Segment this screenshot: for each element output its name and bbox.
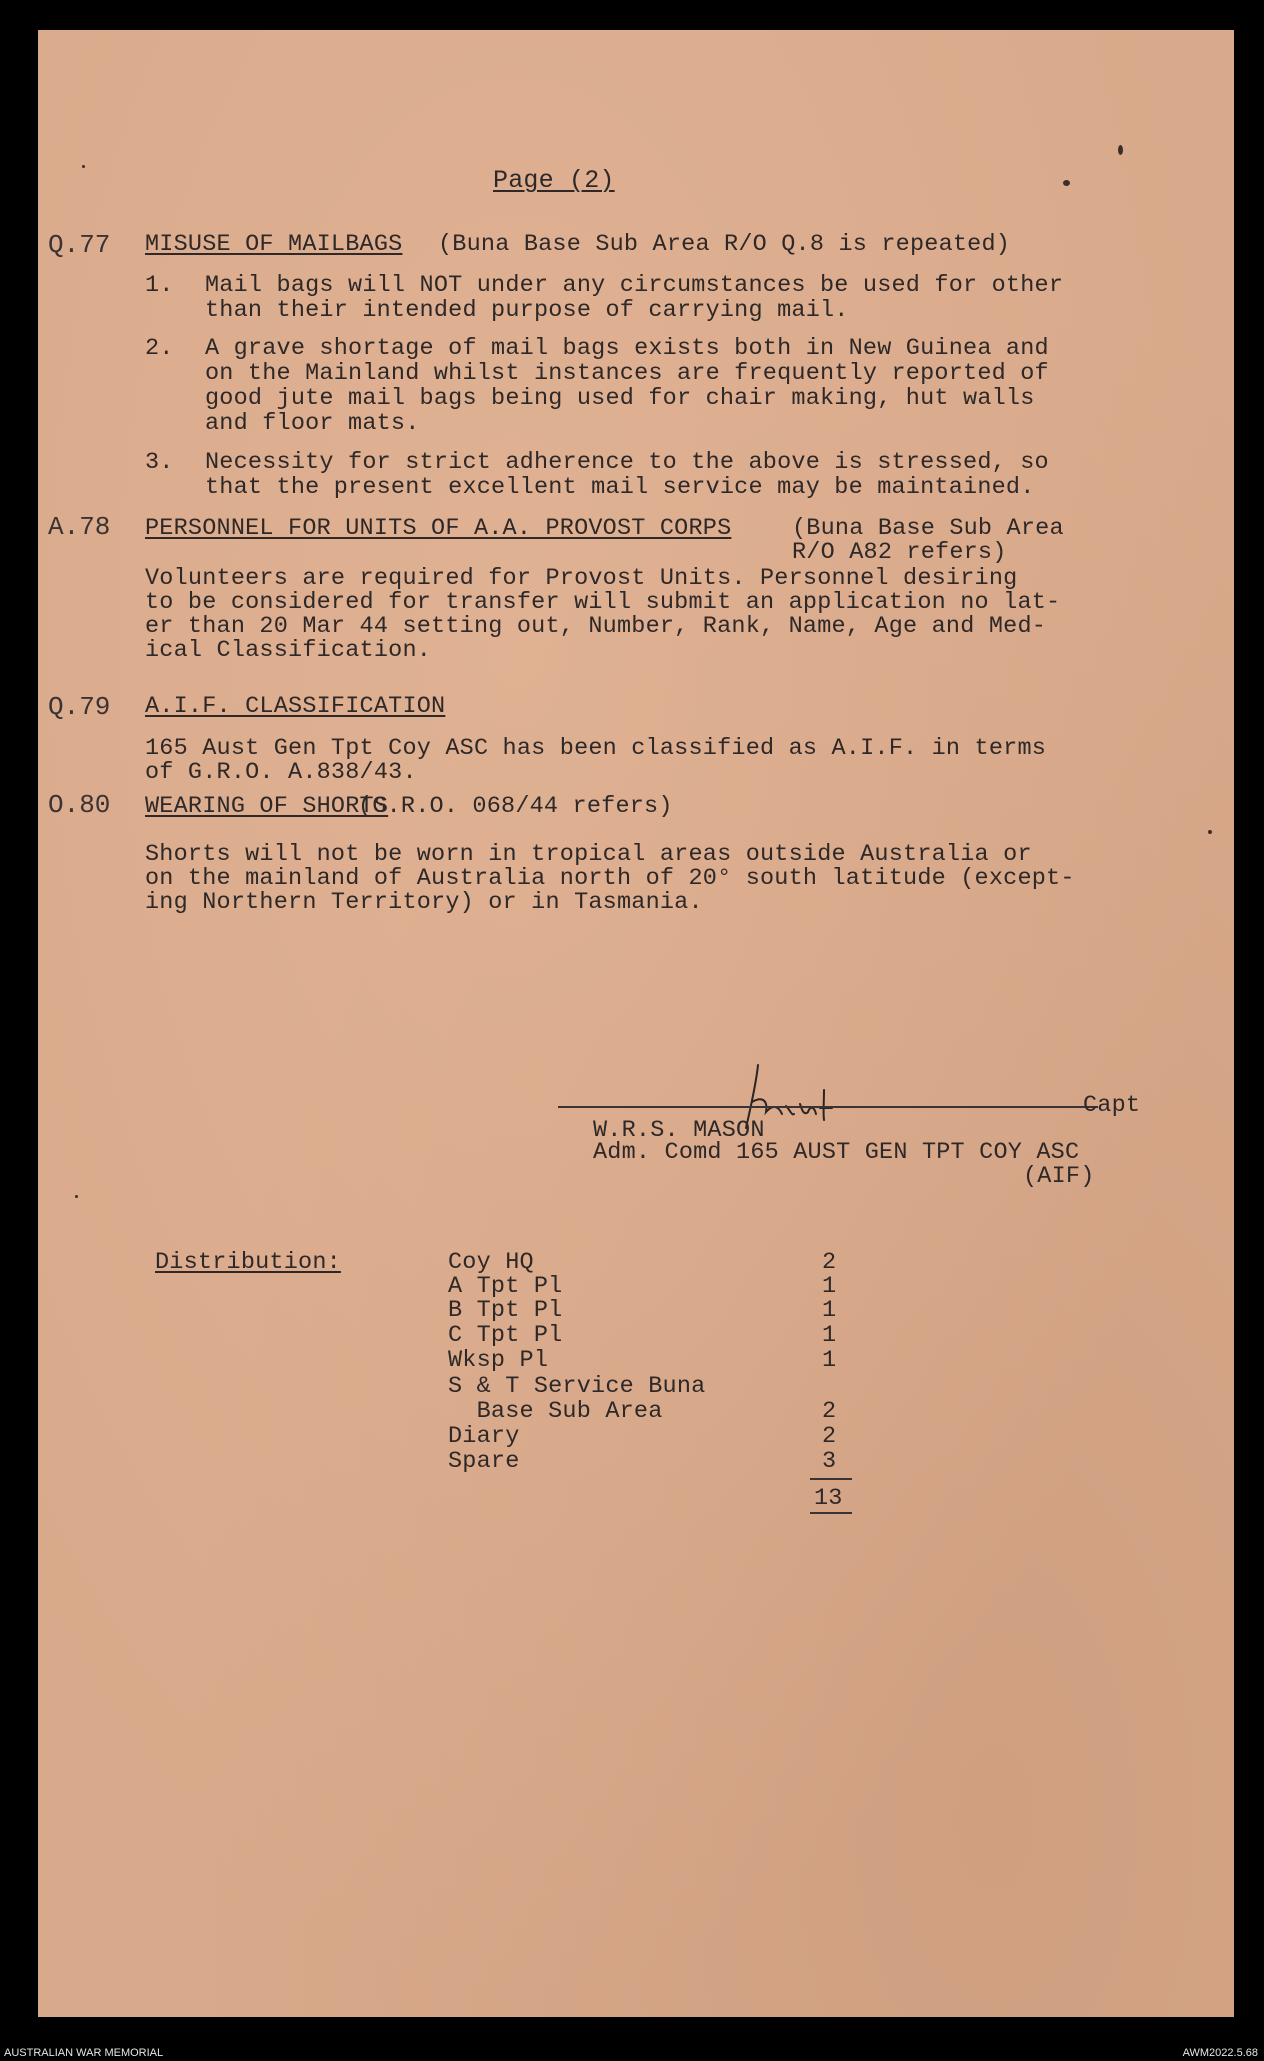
distribution-qty: 2 xyxy=(822,1398,837,1425)
item-ref: O.80 xyxy=(48,790,111,820)
paragraph-number: 3. xyxy=(145,449,174,476)
signatory-name: W.R.S. MASON xyxy=(593,1117,765,1144)
total-double-rule xyxy=(810,1512,852,1514)
paragraph-line: A grave shortage of mail bags exists both in New Guinea and xyxy=(205,335,1049,362)
paper-mark xyxy=(1208,830,1212,834)
signatory-unit: (AIF) xyxy=(1023,1163,1095,1190)
paragraph-line: Necessity for strict adherence to the above is stressed, so xyxy=(205,449,1049,476)
item-ref: Q.77 xyxy=(48,230,111,260)
distribution-total: 13 xyxy=(814,1485,843,1512)
distribution-qty: 1 xyxy=(822,1347,837,1374)
distribution-qty: 2 xyxy=(822,1423,837,1450)
paper-mark xyxy=(82,165,85,168)
paragraph-line: on the Mainland whilst instances are frequently reported of xyxy=(205,360,1049,387)
paper-mark xyxy=(1118,145,1123,155)
distribution-entry: Diary xyxy=(448,1423,520,1450)
footer-left: AUSTRALIAN WAR MEMORIAL xyxy=(4,2047,164,2059)
distribution-label: Distribution: xyxy=(155,1249,341,1276)
distribution-qty: 3 xyxy=(822,1448,837,1475)
paragraph-line: Mail bags will NOT under any circumstances be used for other xyxy=(205,272,1064,299)
paragraph-line: good jute mail bags being used for chair making, hut walls xyxy=(205,385,1035,412)
paragraph-line: er than 20 Mar 44 setting out, Number, Rank, Name, Age and Med- xyxy=(145,613,1047,640)
item-heading: MISUSE OF MAILBAGS xyxy=(145,231,403,258)
distribution-qty: 2 xyxy=(822,1249,837,1276)
distribution-entry: S & T Service Buna xyxy=(448,1373,706,1400)
distribution-qty: 1 xyxy=(822,1273,837,1300)
page-header: Page (2) xyxy=(493,166,615,195)
paper-mark xyxy=(75,1195,78,1198)
distribution-entry: Coy HQ xyxy=(448,1249,534,1276)
paragraph-line: of G.R.O. A.838/43. xyxy=(145,759,417,786)
signature-line xyxy=(558,1106,1098,1108)
signatory-rank: Capt xyxy=(1083,1092,1141,1119)
distribution-qty: 1 xyxy=(822,1322,837,1349)
paragraph-line: 165 Aust Gen Tpt Coy ASC has been classified as A.I.F. in terms xyxy=(145,735,1047,762)
distribution-qty: 1 xyxy=(822,1297,837,1324)
item-heading: WEARING OF SHORTS xyxy=(145,793,389,820)
paragraph-number: 1. xyxy=(145,272,174,299)
distribution-entry: Wksp Pl xyxy=(448,1347,549,1374)
item-heading: A.I.F. CLASSIFICATION xyxy=(145,693,446,720)
item-heading: PERSONNEL FOR UNITS OF A.A. PROVOST CORPS xyxy=(145,515,732,542)
item-ref: Q.79 xyxy=(48,692,111,722)
signatory-title: Adm. Comd 165 AUST GEN TPT COY ASC xyxy=(593,1139,1080,1166)
distribution-entry: A Tpt Pl xyxy=(448,1273,563,1300)
total-rule xyxy=(810,1478,852,1480)
document-page xyxy=(38,30,1234,2017)
paragraph-line: and floor mats. xyxy=(205,410,420,437)
paper-mark xyxy=(1063,180,1070,186)
paragraph-line: that the present excellent mail service may be maintained. xyxy=(205,474,1035,501)
distribution-entry: C Tpt Pl xyxy=(448,1322,563,1349)
item-heading-note: (Buna Base Sub Area R/O Q.8 is repeated) xyxy=(438,231,1011,258)
paragraph-line: Shorts will not be worn in tropical areas outside Australia or xyxy=(145,841,1032,868)
paragraph-line: than their intended purpose of carrying mail. xyxy=(205,297,849,324)
item-ref: A.78 xyxy=(48,512,111,542)
distribution-entry: Base Sub Area xyxy=(448,1398,663,1425)
paragraph-line: on the mainland of Australia north of 20° south latitude (except- xyxy=(145,865,1075,892)
paragraph-line: Volunteers are required for Provost Units. Personnel desiring xyxy=(145,565,1018,592)
distribution-entry: Spare xyxy=(448,1448,520,1475)
item-heading-note: (Buna Base Sub Area xyxy=(792,515,1064,542)
paragraph-line: ical Classification. xyxy=(145,637,432,664)
footer-right: AWM2022.5.68 xyxy=(1182,2047,1258,2059)
paragraph-line: ing Northern Territory) or in Tasmania. xyxy=(145,889,703,916)
item-heading-note: (G.R.O. 068/44 refers) xyxy=(358,793,673,820)
distribution-entry: B Tpt Pl xyxy=(448,1297,563,1324)
paragraph-line: to be considered for transfer will submit an application no lat- xyxy=(145,589,1061,616)
item-heading-note: R/O A82 refers) xyxy=(792,539,1007,566)
paragraph-number: 2. xyxy=(145,335,174,362)
